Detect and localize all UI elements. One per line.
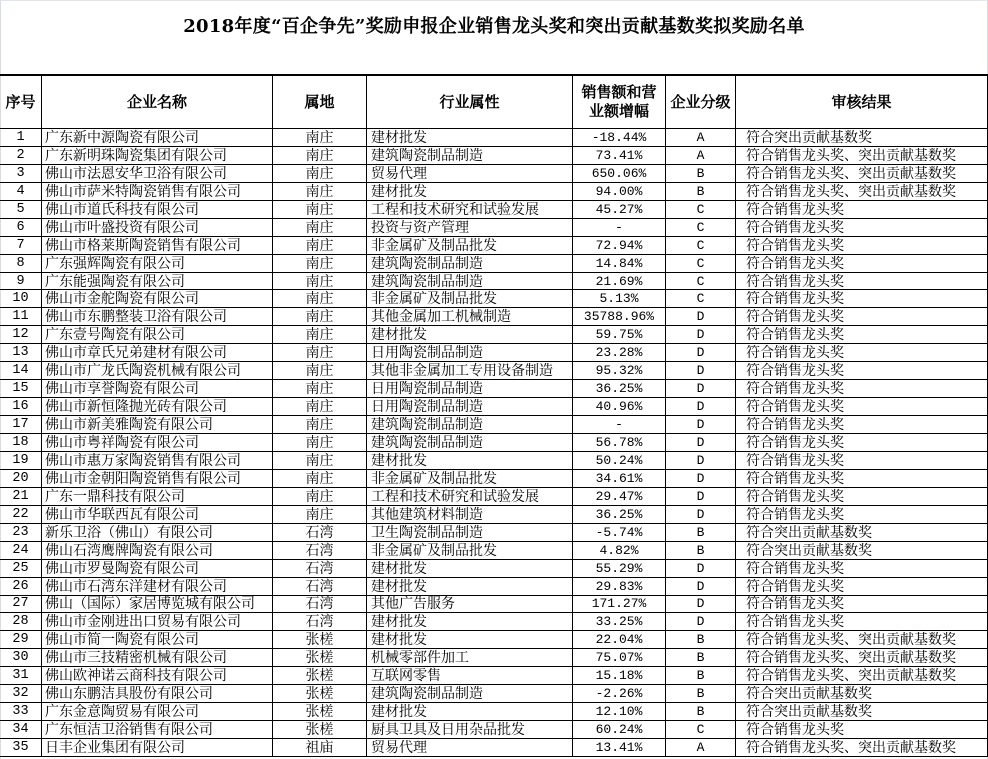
location-cell: 南庄: [273, 488, 367, 505]
serial-number-cell: 15: [0, 380, 42, 397]
company-name-cell: 广东壹号陶瓷有限公司: [42, 326, 273, 343]
review-result-cell: 符合销售龙头奖: [736, 596, 988, 613]
table-row: [0, 560, 988, 578]
sales-growth-cell: 94.00%: [573, 183, 666, 200]
sales-growth-cell: -: [573, 219, 666, 236]
company-grade-cell: A: [666, 147, 736, 164]
company-name-cell: 佛山市金朝阳陶瓷销售有限公司: [42, 470, 273, 487]
location-cell: 南庄: [273, 506, 367, 523]
serial-number-cell: 34: [0, 721, 42, 738]
company-name-cell: 广东强辉陶瓷有限公司: [42, 255, 273, 272]
industry-cell: 建筑陶瓷制品制造: [367, 147, 573, 164]
industry-cell: 其他非金属加工专用设备制造: [367, 362, 573, 379]
industry-cell: 建筑陶瓷制品制造: [367, 255, 573, 272]
table-row: [0, 649, 988, 667]
review-result-cell: 符合销售龙头奖: [736, 255, 988, 272]
review-result-cell: 符合销售龙头奖: [736, 452, 988, 469]
review-result-cell: 符合销售龙头奖: [736, 201, 988, 218]
sales-growth-cell: -2.26%: [573, 685, 666, 702]
review-result-cell: 符合销售龙头奖、突出贡献基数奖: [736, 147, 988, 164]
location-cell: 张槎: [273, 649, 367, 666]
industry-cell: 建材批发: [367, 578, 573, 595]
company-grade-cell: D: [666, 344, 736, 361]
industry-cell: 卫生陶瓷制品制造: [367, 524, 573, 541]
industry-cell: 贸易代理: [367, 739, 573, 756]
location-cell: 张槎: [273, 703, 367, 720]
industry-cell: 工程和技术研究和试验发展: [367, 201, 573, 218]
location-cell: 张槎: [273, 685, 367, 702]
sales-growth-cell: 21.69%: [573, 273, 666, 290]
sales-growth-cell: 171.27%: [573, 596, 666, 613]
serial-number-cell: 24: [0, 542, 42, 559]
company-name-cell: 佛山市新恒隆抛光砖有限公司: [42, 398, 273, 415]
serial-number-cell: 30: [0, 649, 42, 666]
location-cell: 南庄: [273, 219, 367, 236]
serial-number-cell: 13: [0, 344, 42, 361]
location-cell: 南庄: [273, 416, 367, 433]
company-grade-cell: D: [666, 380, 736, 397]
review-result-cell: 符合销售龙头奖、突出贡献基数奖: [736, 739, 988, 756]
company-grade-cell: D: [666, 506, 736, 523]
company-grade-cell: B: [666, 165, 736, 182]
industry-cell: 建材批发: [367, 129, 573, 146]
company-grade-cell: C: [666, 219, 736, 236]
industry-cell: 建筑陶瓷制品制造: [367, 685, 573, 702]
company-name-cell: 新乐卫浴（佛山）有限公司: [42, 524, 273, 541]
sales-growth-cell: 34.61%: [573, 470, 666, 487]
table-row: [0, 434, 988, 452]
industry-cell: 机械零部件加工: [367, 649, 573, 666]
company-name-cell: 佛山市享誉陶瓷有限公司: [42, 380, 273, 397]
company-grade-cell: D: [666, 578, 736, 595]
company-grade-cell: D: [666, 560, 736, 577]
serial-number-cell: 26: [0, 578, 42, 595]
table-header-row: [0, 74, 988, 129]
serial-number-cell: 22: [0, 506, 42, 523]
table-row: [0, 237, 988, 255]
sales-growth-cell: 56.78%: [573, 434, 666, 451]
header-review-result: 审核结果: [736, 76, 988, 128]
review-result-cell: 符合突出贡献基数奖: [736, 685, 988, 702]
location-cell: 南庄: [273, 237, 367, 254]
company-name-cell: 佛山市新美雅陶瓷有限公司: [42, 416, 273, 433]
industry-cell: 日用陶瓷制品制造: [367, 380, 573, 397]
table-row: [0, 219, 988, 237]
industry-cell: 非金属矿及制品批发: [367, 237, 573, 254]
company-name-cell: 广东恒洁卫浴销售有限公司: [42, 721, 273, 738]
company-name-cell: 日丰企业集团有限公司: [42, 739, 273, 756]
review-result-cell: 符合销售龙头奖、突出贡献基数奖: [736, 165, 988, 182]
company-name-cell: 佛山市章氏兄弟建材有限公司: [42, 344, 273, 361]
sales-growth-cell: 4.82%: [573, 542, 666, 559]
company-name-cell: 佛山欧神诺云商科技有限公司: [42, 667, 273, 684]
table-row: [0, 739, 988, 757]
table-row: [0, 147, 988, 165]
company-grade-cell: D: [666, 398, 736, 415]
table-row: [0, 488, 988, 506]
company-name-cell: 佛山市广龙氏陶瓷机械有限公司: [42, 362, 273, 379]
serial-number-cell: 33: [0, 703, 42, 720]
review-result-cell: 符合销售龙头奖: [736, 380, 988, 397]
table-row: [0, 290, 988, 308]
review-result-cell: 符合销售龙头奖: [736, 506, 988, 523]
table-row: [0, 255, 988, 273]
serial-number-cell: 21: [0, 488, 42, 505]
table-row: [0, 613, 988, 631]
sales-growth-cell: 95.32%: [573, 362, 666, 379]
review-result-cell: 符合销售龙头奖: [736, 362, 988, 379]
sales-growth-cell: 22.04%: [573, 631, 666, 648]
table-row: [0, 326, 988, 344]
company-grade-cell: D: [666, 470, 736, 487]
serial-number-cell: 11: [0, 308, 42, 325]
review-result-cell: 符合销售龙头奖: [736, 578, 988, 595]
table-row: [0, 273, 988, 291]
company-grade-cell: B: [666, 667, 736, 684]
sales-growth-cell: 75.07%: [573, 649, 666, 666]
review-result-cell: 符合销售龙头奖: [736, 398, 988, 415]
serial-number-cell: 35: [0, 739, 42, 756]
sales-growth-cell: 29.83%: [573, 578, 666, 595]
location-cell: 石湾: [273, 578, 367, 595]
company-grade-cell: D: [666, 452, 736, 469]
award-list-table: [0, 74, 988, 757]
review-result-cell: 符合销售龙头奖: [736, 326, 988, 343]
serial-number-cell: 7: [0, 237, 42, 254]
table-row: [0, 201, 988, 219]
industry-cell: 建筑陶瓷制品制造: [367, 434, 573, 451]
review-result-cell: 符合销售龙头奖: [736, 344, 988, 361]
serial-number-cell: 2: [0, 147, 42, 164]
company-grade-cell: B: [666, 542, 736, 559]
review-result-cell: 符合销售龙头奖、突出贡献基数奖: [736, 631, 988, 648]
serial-number-cell: 3: [0, 165, 42, 182]
location-cell: 张槎: [273, 631, 367, 648]
industry-cell: 厨具卫具及日用杂品批发: [367, 721, 573, 738]
sales-growth-cell: 50.24%: [573, 452, 666, 469]
sales-growth-cell: 60.24%: [573, 721, 666, 738]
serial-number-cell: 14: [0, 362, 42, 379]
sales-growth-cell: 36.25%: [573, 506, 666, 523]
company-name-cell: 佛山市粤祥陶瓷有限公司: [42, 434, 273, 451]
industry-cell: 建筑陶瓷制品制造: [367, 273, 573, 290]
table-row: [0, 470, 988, 488]
industry-cell: 建材批发: [367, 452, 573, 469]
review-result-cell: 符合销售龙头奖: [736, 416, 988, 433]
company-name-cell: 佛山市格莱斯陶瓷销售有限公司: [42, 237, 273, 254]
location-cell: 张槎: [273, 667, 367, 684]
review-result-cell: 符合销售龙头奖: [736, 290, 988, 307]
sales-growth-cell: 55.29%: [573, 560, 666, 577]
location-cell: 南庄: [273, 290, 367, 307]
company-name-cell: 佛山市石湾东洋建材有限公司: [42, 578, 273, 595]
sales-growth-cell: -: [573, 416, 666, 433]
industry-cell: 投资与资产管理: [367, 219, 573, 236]
table-row: [0, 685, 988, 703]
sales-growth-cell: 35788.96%: [573, 308, 666, 325]
industry-cell: 非金属矿及制品批发: [367, 470, 573, 487]
sales-growth-cell: 650.06%: [573, 165, 666, 182]
industry-cell: 其他广告服务: [367, 596, 573, 613]
industry-cell: 建材批发: [367, 560, 573, 577]
company-grade-cell: D: [666, 596, 736, 613]
location-cell: 石湾: [273, 542, 367, 559]
review-result-cell: 符合突出贡献基数奖: [736, 129, 988, 146]
serial-number-cell: 23: [0, 524, 42, 541]
header-industry: 行业属性: [367, 76, 573, 128]
company-name-cell: 佛山市法恩安华卫浴有限公司: [42, 165, 273, 182]
serial-number-cell: 9: [0, 273, 42, 290]
company-grade-cell: D: [666, 434, 736, 451]
table-row: [0, 667, 988, 685]
industry-cell: 其他金属加工机械制造: [367, 308, 573, 325]
company-name-cell: 佛山石湾鹰牌陶瓷有限公司: [42, 542, 273, 559]
location-cell: 南庄: [273, 165, 367, 182]
company-name-cell: 佛山（国际）家居博览城有限公司: [42, 596, 273, 613]
location-cell: 南庄: [273, 452, 367, 469]
location-cell: 南庄: [273, 380, 367, 397]
review-result-cell: 符合突出贡献基数奖: [736, 524, 988, 541]
sales-growth-cell: -5.74%: [573, 524, 666, 541]
review-result-cell: 符合销售龙头奖、突出贡献基数奖: [736, 667, 988, 684]
company-grade-cell: A: [666, 129, 736, 146]
sales-growth-cell: 5.13%: [573, 290, 666, 307]
company-name-cell: 佛山市萨米特陶瓷销售有限公司: [42, 183, 273, 200]
industry-cell: 建材批发: [367, 703, 573, 720]
sales-growth-cell: 45.27%: [573, 201, 666, 218]
company-grade-cell: B: [666, 183, 736, 200]
table-row: [0, 183, 988, 201]
company-name-cell: 佛山市简一陶瓷有限公司: [42, 631, 273, 648]
sales-growth-cell: 59.75%: [573, 326, 666, 343]
company-name-cell: 广东金意陶贸易有限公司: [42, 703, 273, 720]
table-body: [0, 129, 988, 757]
company-grade-cell: C: [666, 201, 736, 218]
sales-growth-cell: 73.41%: [573, 147, 666, 164]
sales-growth-cell: 13.41%: [573, 739, 666, 756]
company-name-cell: 广东新中源陶瓷有限公司: [42, 129, 273, 146]
company-grade-cell: D: [666, 613, 736, 630]
company-grade-cell: D: [666, 362, 736, 379]
header-location: 属地: [273, 76, 367, 128]
table-row: [0, 165, 988, 183]
review-result-cell: 符合销售龙头奖: [736, 273, 988, 290]
serial-number-cell: 18: [0, 434, 42, 451]
industry-cell: 其他建筑材料制造: [367, 506, 573, 523]
review-result-cell: 符合销售龙头奖: [736, 237, 988, 254]
industry-cell: 贸易代理: [367, 165, 573, 182]
table-row: [0, 578, 988, 596]
location-cell: 南庄: [273, 201, 367, 218]
review-result-cell: 符合突出贡献基数奖: [736, 542, 988, 559]
sales-growth-cell: 29.47%: [573, 488, 666, 505]
serial-number-cell: 27: [0, 596, 42, 613]
review-result-cell: 符合销售龙头奖: [736, 721, 988, 738]
header-serial-number: 序号: [0, 76, 42, 128]
table-row: [0, 380, 988, 398]
table-row: [0, 362, 988, 380]
company-grade-cell: D: [666, 488, 736, 505]
sales-growth-cell: 72.94%: [573, 237, 666, 254]
serial-number-cell: 12: [0, 326, 42, 343]
location-cell: 南庄: [273, 362, 367, 379]
company-name-cell: 佛山市罗曼陶瓷有限公司: [42, 560, 273, 577]
location-cell: 石湾: [273, 524, 367, 541]
serial-number-cell: 17: [0, 416, 42, 433]
table-row: [0, 703, 988, 721]
location-cell: 石湾: [273, 560, 367, 577]
serial-number-cell: 29: [0, 631, 42, 648]
location-cell: 南庄: [273, 273, 367, 290]
sales-growth-cell: 40.96%: [573, 398, 666, 415]
serial-number-cell: 5: [0, 201, 42, 218]
company-name-cell: 广东新明珠陶瓷集团有限公司: [42, 147, 273, 164]
table-row: [0, 452, 988, 470]
table-row: [0, 344, 988, 362]
serial-number-cell: 31: [0, 667, 42, 684]
table-row: [0, 416, 988, 434]
industry-cell: 建筑陶瓷制品制造: [367, 416, 573, 433]
serial-number-cell: 28: [0, 613, 42, 630]
serial-number-cell: 6: [0, 219, 42, 236]
industry-cell: 工程和技术研究和试验发展: [367, 488, 573, 505]
table-row: [0, 721, 988, 739]
serial-number-cell: 20: [0, 470, 42, 487]
review-result-cell: 符合突出贡献基数奖: [736, 703, 988, 720]
company-grade-cell: B: [666, 685, 736, 702]
company-name-cell: 广东一鼎科技有限公司: [42, 488, 273, 505]
company-grade-cell: C: [666, 237, 736, 254]
sales-growth-cell: 23.28%: [573, 344, 666, 361]
serial-number-cell: 1: [0, 129, 42, 146]
serial-number-cell: 32: [0, 685, 42, 702]
review-result-cell: 符合销售龙头奖: [736, 308, 988, 325]
sales-growth-cell: 36.25%: [573, 380, 666, 397]
company-name-cell: 佛山东鹏洁具股份有限公司: [42, 685, 273, 702]
industry-cell: 非金属矿及制品批发: [367, 290, 573, 307]
sales-growth-cell: 12.10%: [573, 703, 666, 720]
header-company-name: 企业名称: [42, 76, 273, 128]
review-result-cell: 符合销售龙头奖: [736, 613, 988, 630]
industry-cell: 日用陶瓷制品制造: [367, 398, 573, 415]
company-name-cell: 佛山市道氏科技有限公司: [42, 201, 273, 218]
serial-number-cell: 19: [0, 452, 42, 469]
company-grade-cell: D: [666, 326, 736, 343]
serial-number-cell: 4: [0, 183, 42, 200]
industry-cell: 建材批发: [367, 183, 573, 200]
location-cell: 张槎: [273, 721, 367, 738]
company-grade-cell: C: [666, 255, 736, 272]
industry-cell: 非金属矿及制品批发: [367, 542, 573, 559]
location-cell: 南庄: [273, 434, 367, 451]
table-row: [0, 542, 988, 560]
industry-cell: 日用陶瓷制品制造: [367, 344, 573, 361]
company-grade-cell: C: [666, 273, 736, 290]
table-row: [0, 308, 988, 326]
location-cell: 石湾: [273, 596, 367, 613]
company-name-cell: 广东能强陶瓷有限公司: [42, 273, 273, 290]
company-grade-cell: D: [666, 416, 736, 433]
location-cell: 南庄: [273, 344, 367, 361]
industry-cell: 建材批发: [367, 631, 573, 648]
table-row: [0, 524, 988, 542]
company-grade-cell: B: [666, 649, 736, 666]
company-name-cell: 佛山市金舵陶瓷有限公司: [42, 290, 273, 307]
sales-growth-cell: -18.44%: [573, 129, 666, 146]
location-cell: 祖庙: [273, 739, 367, 756]
company-grade-cell: B: [666, 703, 736, 720]
serial-number-cell: 10: [0, 290, 42, 307]
company-grade-cell: C: [666, 290, 736, 307]
review-result-cell: 符合销售龙头奖: [736, 219, 988, 236]
industry-cell: 建材批发: [367, 326, 573, 343]
location-cell: 南庄: [273, 398, 367, 415]
review-result-cell: 符合销售龙头奖、突出贡献基数奖: [736, 183, 988, 200]
table-row: [0, 129, 988, 147]
sales-growth-cell: 15.18%: [573, 667, 666, 684]
location-cell: 石湾: [273, 613, 367, 630]
company-name-cell: 佛山市东鹏整装卫浴有限公司: [42, 308, 273, 325]
table-row: [0, 631, 988, 649]
serial-number-cell: 16: [0, 398, 42, 415]
location-cell: 南庄: [273, 326, 367, 343]
review-result-cell: 符合销售龙头奖: [736, 434, 988, 451]
table-row: [0, 506, 988, 524]
review-result-cell: 符合销售龙头奖: [736, 470, 988, 487]
industry-cell: 建材批发: [367, 613, 573, 630]
table-row: [0, 596, 988, 614]
serial-number-cell: 8: [0, 255, 42, 272]
company-grade-cell: B: [666, 631, 736, 648]
company-name-cell: 佛山市叶盛投资有限公司: [42, 219, 273, 236]
company-grade-cell: B: [666, 524, 736, 541]
table-row: [0, 398, 988, 416]
company-name-cell: 佛山市惠万家陶瓷销售有限公司: [42, 452, 273, 469]
company-name-cell: 佛山市金刚进出口贸易有限公司: [42, 613, 273, 630]
location-cell: 南庄: [273, 183, 367, 200]
location-cell: 南庄: [273, 308, 367, 325]
review-result-cell: 符合销售龙头奖: [736, 488, 988, 505]
location-cell: 南庄: [273, 147, 367, 164]
review-result-cell: 符合销售龙头奖: [736, 560, 988, 577]
industry-cell: 互联网零售: [367, 667, 573, 684]
sales-growth-cell: 33.25%: [573, 613, 666, 630]
company-grade-cell: A: [666, 739, 736, 756]
company-name-cell: 佛山市三技精密机械有限公司: [42, 649, 273, 666]
company-name-cell: 佛山市华联西瓦有限公司: [42, 506, 273, 523]
review-result-cell: 符合销售龙头奖、突出贡献基数奖: [736, 649, 988, 666]
location-cell: 南庄: [273, 129, 367, 146]
company-grade-cell: D: [666, 308, 736, 325]
company-grade-cell: C: [666, 721, 736, 738]
header-sales-growth: 销售额和营业额增幅: [573, 76, 666, 128]
page-title: 2018年度“百企争先”奖励申报企业销售龙头奖和突出贡献基数奖拟奖励名单: [183, 16, 805, 37]
header-company-grade: 企业分级: [666, 76, 736, 128]
sales-growth-cell: 14.84%: [573, 255, 666, 272]
location-cell: 南庄: [273, 255, 367, 272]
location-cell: 南庄: [273, 470, 367, 487]
serial-number-cell: 25: [0, 560, 42, 577]
